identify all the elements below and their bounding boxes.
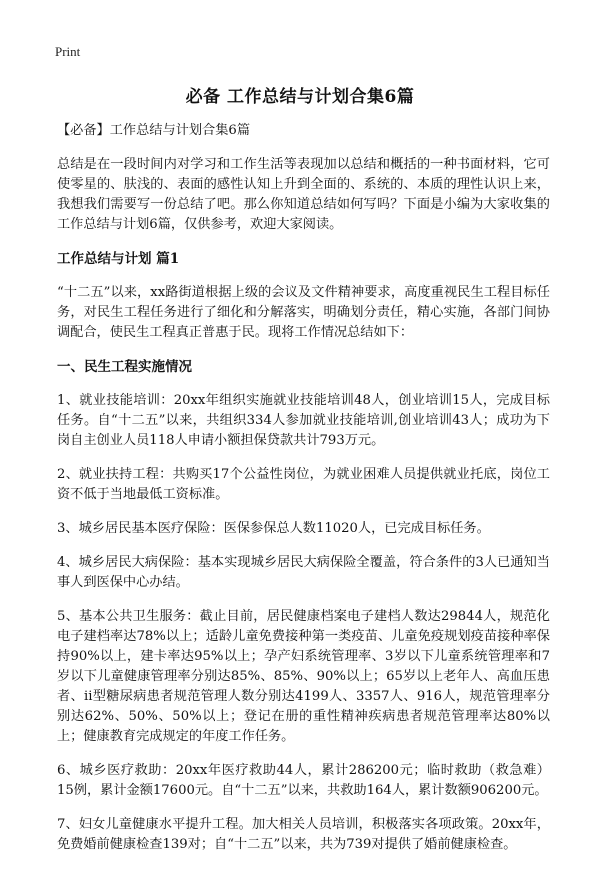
list-item: 5、基本公共卫生服务：截止目前，居民健康档案电子建档人数达29844人，规范化电子建档率达78%以上；适龄儿童免费接种第一类疫苗、儿童免疫规划疫苗接种率保持90%以上，建卡率达95%以上；孕产妇系统管理率、3岁以下儿童系统管理率和7岁以下儿童健康管理率分别达85%、85%、90%以上；65岁以上老年人、高血压患者、ii型糖尿病患者规范管理人数分别达4199人、3357人、916人，规范管理率分别达62%、50%、50%以上；登记在册的重性精神疾病患者规范管理率达80%以上；健康教育完成规定的年度工作任务。	[57, 609, 550, 744]
page-title: 必备 工作总结与计划合集6篇	[185, 87, 415, 107]
document-body	[57, 121, 550, 869]
list-item: 2、就业扶持工程：共购买17个公益性岗位，为就业困难人员提供就业托底，岗位工资不低于当地最低工资标准。	[57, 467, 550, 502]
section-heading: 工作总结与计划 篇1	[57, 251, 180, 267]
list-item: 6、城乡医疗救助：20xx年医疗救助44人，累计286200元；临时救助（救急难）15例，累计金额17600元。自“十二五”以来，共救助164人，累计数额906200元。	[57, 763, 550, 798]
list-item: 3、城乡居民基本医疗保险：医保参保总人数11020人，已完成目标任务。	[57, 521, 490, 536]
part-heading: 一、民生工程实施情况	[57, 359, 192, 375]
list-item: 7、妇女儿童健康水平提升工程。加大相关人员培训，积极落实各项政策。20xx年，免费婚前健康检查139对；自“十二五”以来，共为739对提供了婚前健康检查。	[57, 817, 550, 852]
list-item: 4、城乡居民大病保险：基本实现城乡居民大病保险全覆盖，符合条件的3人已通知当事人到医保中心办结。	[57, 555, 550, 590]
intro-paragraph: 总结是在一段时间内对学习和工作生活等表现加以总结和概括的一种书面材料，它可使零星的、肤浅的、表面的感性认知上升到全面的、系统的、本质的理性认识上来，我想我们需要写一份总结了吧。那么你知道总结如何写吗？下面是小编为大家收集的工作总结与计划6篇，仅供参考，欢迎大家阅读。	[57, 157, 550, 232]
print-link[interactable]: Print	[55, 44, 81, 59]
section-intro: “十二五”以来，xx路街道根据上级的会议及文件精神要求，高度重视民生工程目标任务，对民生工程任务进行了细化和分解落实，明确划分责任，精心实施，各部门间协调配合，使民生工程真正普惠于民。现将工作情况总结如下：	[57, 285, 550, 340]
list-item: 1、就业技能培训：20xx年组织实施就业技能培训48人，创业培训15人，完成目标任务。自“十二五”以来，共组织334人参加就业技能培训,创业培训43人；成功为下岗自主创业人员118人申请小额担保贷款共计793万元。	[57, 393, 550, 448]
tag-line: 【必备】工作总结与计划合集6篇	[57, 123, 251, 138]
